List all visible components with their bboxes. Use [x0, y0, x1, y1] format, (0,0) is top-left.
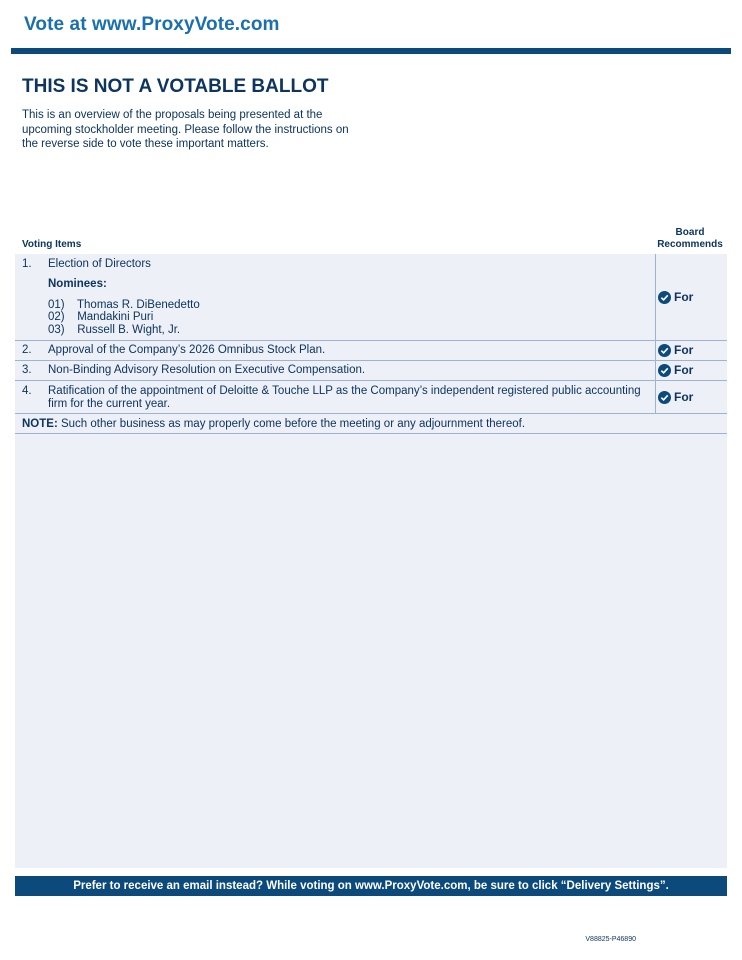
check-circle-icon [658, 344, 671, 357]
recommendation-label: For [674, 390, 694, 404]
nominees-label: Nominees: [48, 278, 107, 290]
item-text: Non-Binding Advisory Resolution on Executive Compensation. [48, 364, 366, 376]
recommendation-for [658, 390, 693, 404]
page-header-title: Vote at www.ProxyVote.com [24, 14, 280, 35]
recommendation-label: For [674, 363, 694, 377]
board-header-line2: Recommends [657, 239, 723, 250]
board-recommends-header [652, 227, 728, 251]
nominee-number: 01) [48, 299, 65, 311]
recommendation-for [658, 343, 693, 357]
voting-item-2 [15, 341, 727, 361]
check-circle-icon [658, 364, 671, 377]
note-text: Such other business as may properly come before the meeting or any adjournment thereof. [60, 418, 526, 430]
note-divider [15, 433, 727, 434]
recommendation-for [658, 363, 693, 377]
recommendation-label: For [674, 343, 694, 357]
voting-item-4 [15, 381, 727, 414]
item-text: Ratification of the appointment of Deloitte & Touche LLP as the Company’s independent registered public accounting firm for the current year. [48, 385, 641, 410]
header-divider [11, 48, 731, 54]
item-number: 2. [22, 344, 32, 356]
recommendation-label: For [674, 290, 694, 304]
item-text: Election of Directors [48, 258, 151, 270]
board-recommendation-cell [655, 341, 728, 360]
item-number: 1. [22, 258, 32, 270]
nominee-2 [48, 311, 153, 323]
note-label: NOTE: [22, 418, 58, 430]
nominee-1 [48, 299, 200, 311]
item-number: 3. [22, 364, 32, 376]
ballot-heading: THIS IS NOT A VOTABLE BALLOT [22, 76, 329, 97]
job-code: V88825-P46890 [585, 936, 636, 943]
item-text: Approval of the Company’s 2026 Omnibus Stock Plan. [48, 344, 326, 356]
ballot-note [22, 418, 525, 430]
nominee-3 [48, 324, 180, 336]
board-recommendation-cell [655, 381, 728, 413]
recommendation-for [658, 290, 693, 304]
check-circle-icon [658, 391, 671, 404]
nominee-name: Thomas R. DiBenedetto [77, 299, 200, 311]
nominee-name: Mandakini Puri [77, 311, 154, 323]
voting-item-1 [15, 254, 727, 341]
board-header-line1: Board [675, 227, 705, 238]
delivery-settings-banner: Prefer to receive an email instead? While voting on www.ProxyVote.com, be sure to click “Delivery Settings”. [15, 876, 727, 896]
item-number: 4. [22, 385, 32, 397]
board-recommendation-cell [655, 361, 728, 380]
board-recommendation-cell [655, 254, 728, 340]
nominee-number: 03) [48, 324, 65, 336]
check-circle-icon [658, 291, 671, 304]
voting-items-header: Voting Items [22, 239, 82, 250]
nominee-name: Russell B. Wight, Jr. [77, 324, 181, 336]
nominee-number: 02) [48, 311, 65, 323]
ballot-intro-text: This is an overview of the proposals being presented at the upcoming stockholder meeting. Please follow the instructions on the reverse side to vote these important matters. [22, 109, 349, 150]
voting-item-3 [15, 361, 727, 381]
